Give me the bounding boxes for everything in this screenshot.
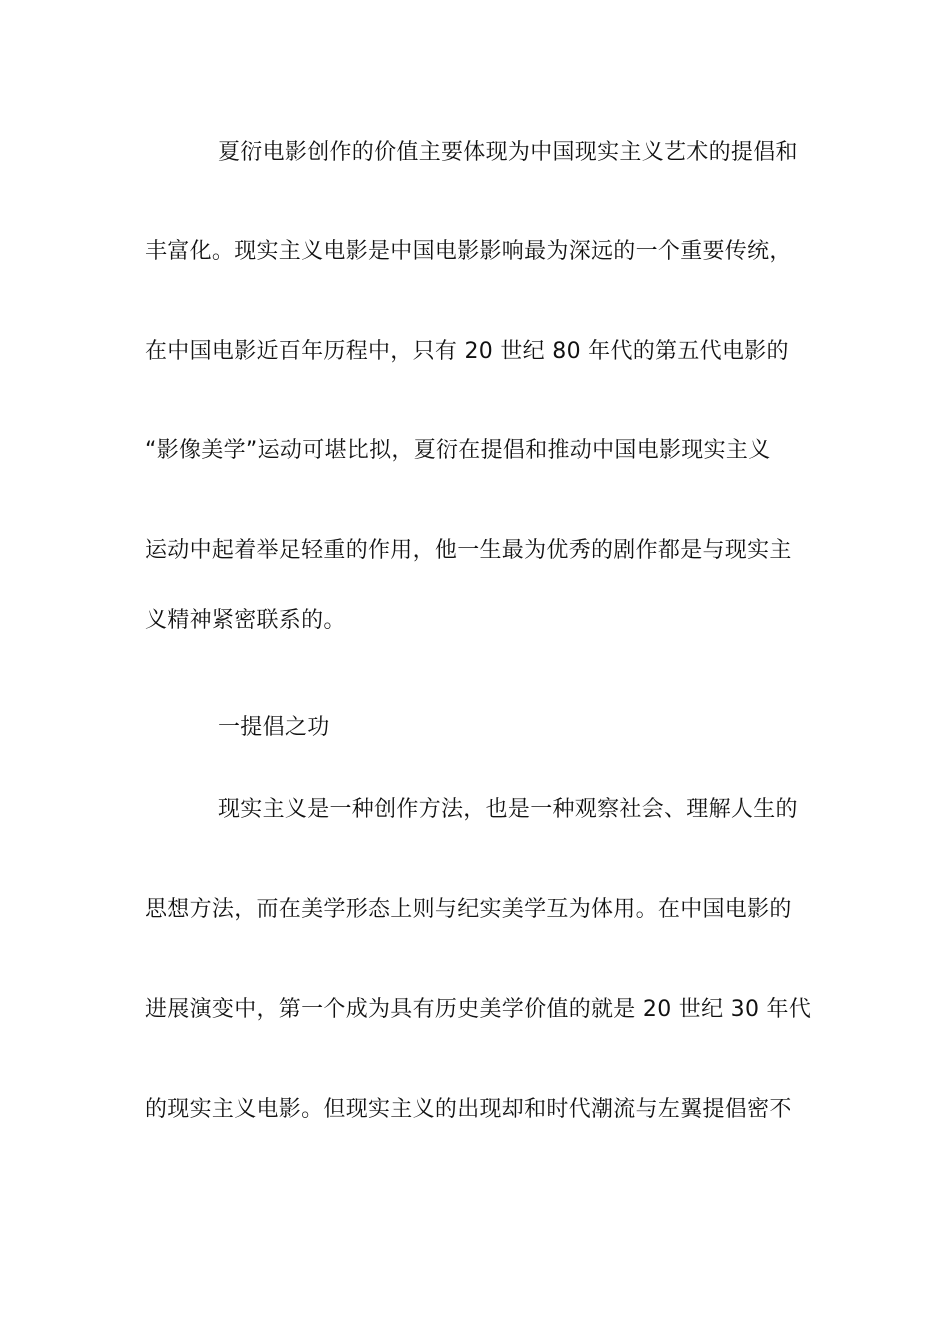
- paragraph-1-line-5: 运动中起着举足轻重的作用，他一生最为优秀的剧作都是与现实主: [145, 538, 792, 563]
- paragraph-1-line-1: 夏衍电影创作的价值主要体现为中国现实主义艺术的提倡和: [218, 140, 798, 165]
- paragraph-1-line-4: “影像美学”运动可堪比拟，夏衍在提倡和推动中国电影现实主义: [145, 438, 771, 463]
- paragraph-1-line-6: 义精神紧密联系的。: [145, 608, 346, 633]
- section-heading: 一提倡之功: [218, 715, 330, 740]
- paragraph-2-line-1: 现实主义是一种创作方法，也是一种观察社会、理解人生的: [218, 797, 798, 822]
- paragraph-2-line-3: 进展演变中，第一个成为具有历史美学价值的就是 20 世纪 30 年代: [145, 997, 812, 1022]
- paragraph-1-line-2: 丰富化。现实主义电影是中国电影影响最为深远的一个重要传统，: [145, 239, 792, 264]
- paragraph-1-line-3: 在中国电影近百年历程中，只有 20 世纪 80 年代的第五代电影的: [145, 339, 789, 364]
- paragraph-2-line-4: 的现实主义电影。但现实主义的出现却和时代潮流与左翼提倡密不: [145, 1097, 792, 1122]
- paragraph-2-line-2: 思想方法，而在美学形态上则与纪实美学互为体用。在中国电影的: [145, 897, 792, 922]
